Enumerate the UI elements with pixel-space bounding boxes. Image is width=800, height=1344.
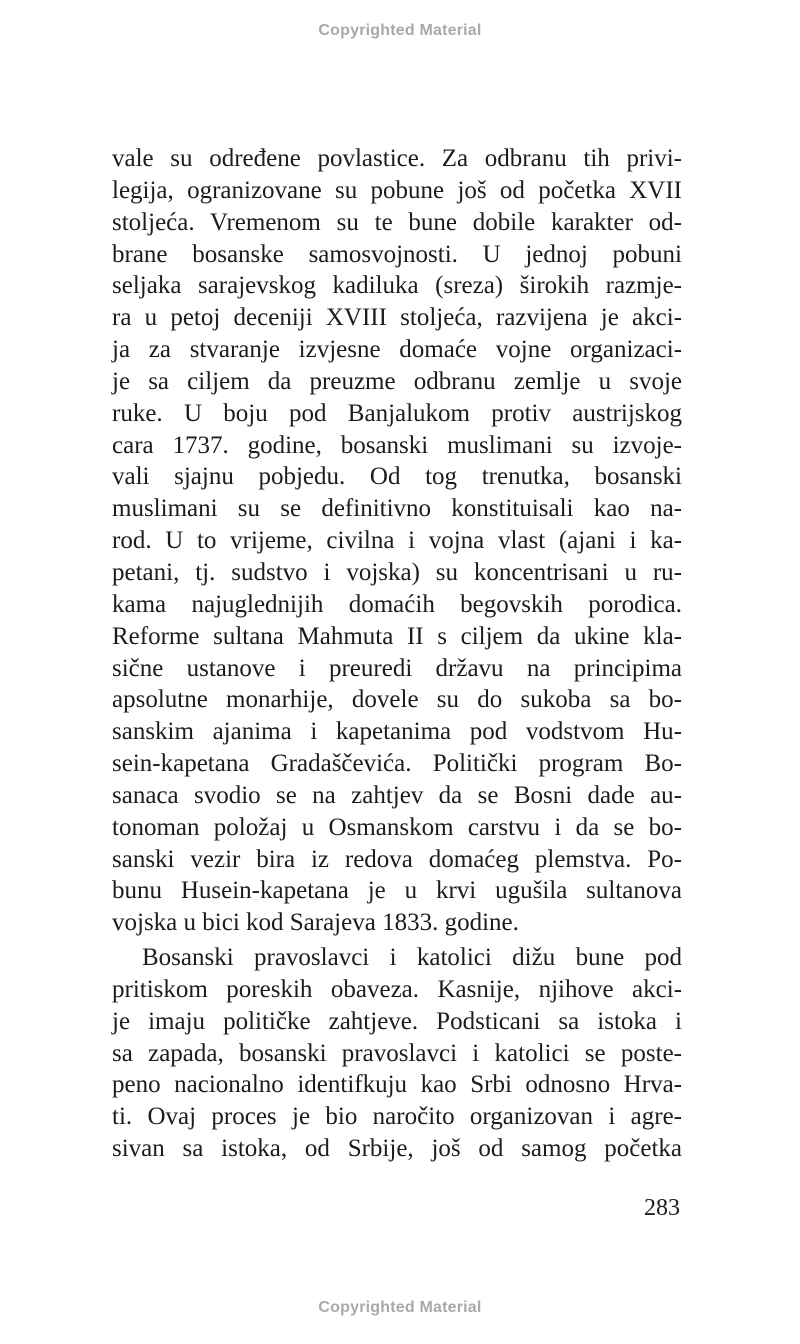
text-line: Bosanski pravoslavci i katolici dižu bune pod: [142, 944, 682, 972]
text-line: je imaju političke zahtjeve. Podsticani sa istoka i: [112, 1007, 682, 1035]
text-line: sanskim ajanima i kapetanima pod vodstvom Hu-: [112, 718, 682, 746]
paragraph-1: [112, 143, 682, 939]
text-line: muslimani su se definitivno konstituisali kao na-: [112, 495, 682, 523]
text-line: je sa ciljem da preuzme odbranu zemlje u svoje: [112, 367, 682, 395]
text-line: peno nacionalno identifkuju kao Srbi odnosno Hrva-: [112, 1071, 682, 1099]
text-line: brane bosanske samosvojnosti. U jednoj pobuni: [112, 240, 682, 268]
text-line: ja za stvaranje izvjesne domaće vojne organizaci-: [112, 336, 682, 364]
text-line: tonoman položaj u Osmanskom carstvu i da se bo-: [112, 813, 682, 841]
text-line: apsolutne monarhije, dovele su do sukoba sa bo-: [112, 686, 682, 714]
text-line: ruke. U boju pod Banjalukom protiv austrijskog: [112, 399, 682, 427]
text-line: sične ustanove i preuredi državu na principima: [112, 654, 682, 682]
text-line: vojska u bici kod Sarajeva 1833. godine.: [112, 909, 519, 937]
text-line: vale su određene povlastice. Za odbranu tih privi-: [112, 145, 682, 172]
text-line: bunu Husein-kapetana je u krvi ugušila sultanova: [112, 877, 682, 905]
page-number: 283: [644, 1195, 680, 1221]
text-line: vali sjajnu pobjedu. Od tog trenutka, bosanski: [112, 463, 682, 491]
text-line: ti. Ovaj proces je bio naročito organizovan i agre-: [112, 1103, 682, 1131]
text-line: sanski vezir bira iz redova domaćeg plemstva. Po-: [112, 845, 682, 873]
text-line: kama najuglednijih domaćih begovskih porodica.: [112, 590, 682, 618]
text-line: rod. U to vrijeme, civilna i vojna vlast (ajani i ka-: [112, 527, 682, 555]
text-line: seljaka sarajevskog kadiluka (sreza) širokih razmje-: [112, 272, 682, 300]
text-line: sa zapada, bosanski pravoslavci i katolici se poste-: [112, 1039, 682, 1067]
text-line: sanaca svodio se na zahtjev da se Bosni dade au-: [112, 781, 682, 809]
text-line: ra u petoj deceniji XVIII stoljeća, razvijena je akci-: [112, 304, 682, 332]
text-line: cara 1737. godine, bosanski muslimani su izvoje-: [112, 431, 682, 459]
text-line: legija, ogranizovane su pobune još od početka XVII: [112, 176, 682, 204]
paragraph-2: [112, 942, 682, 1165]
text-line: pritiskom poreskih obaveza. Kasnije, njihove akci-: [112, 975, 682, 1003]
copyright-watermark-top: Copyrighted Material: [318, 22, 482, 39]
text-line: sivan sa istoka, od Srbije, još od samog početka: [112, 1135, 682, 1163]
body-text: [112, 143, 682, 1165]
text-line: petani, tj. sudstvo i vojska) su koncentrisani u ru-: [112, 558, 682, 586]
text-line: sein-kapetana Gradaščevića. Politički program Bo-: [112, 750, 682, 778]
text-line: stoljeća. Vremenom su te bune dobile karakter od-: [112, 208, 682, 236]
copyright-watermark-bottom: Copyrighted Material: [318, 1299, 482, 1316]
text-line: Reforme sultana Mahmuta II s ciljem da ukine kla-: [112, 622, 682, 650]
